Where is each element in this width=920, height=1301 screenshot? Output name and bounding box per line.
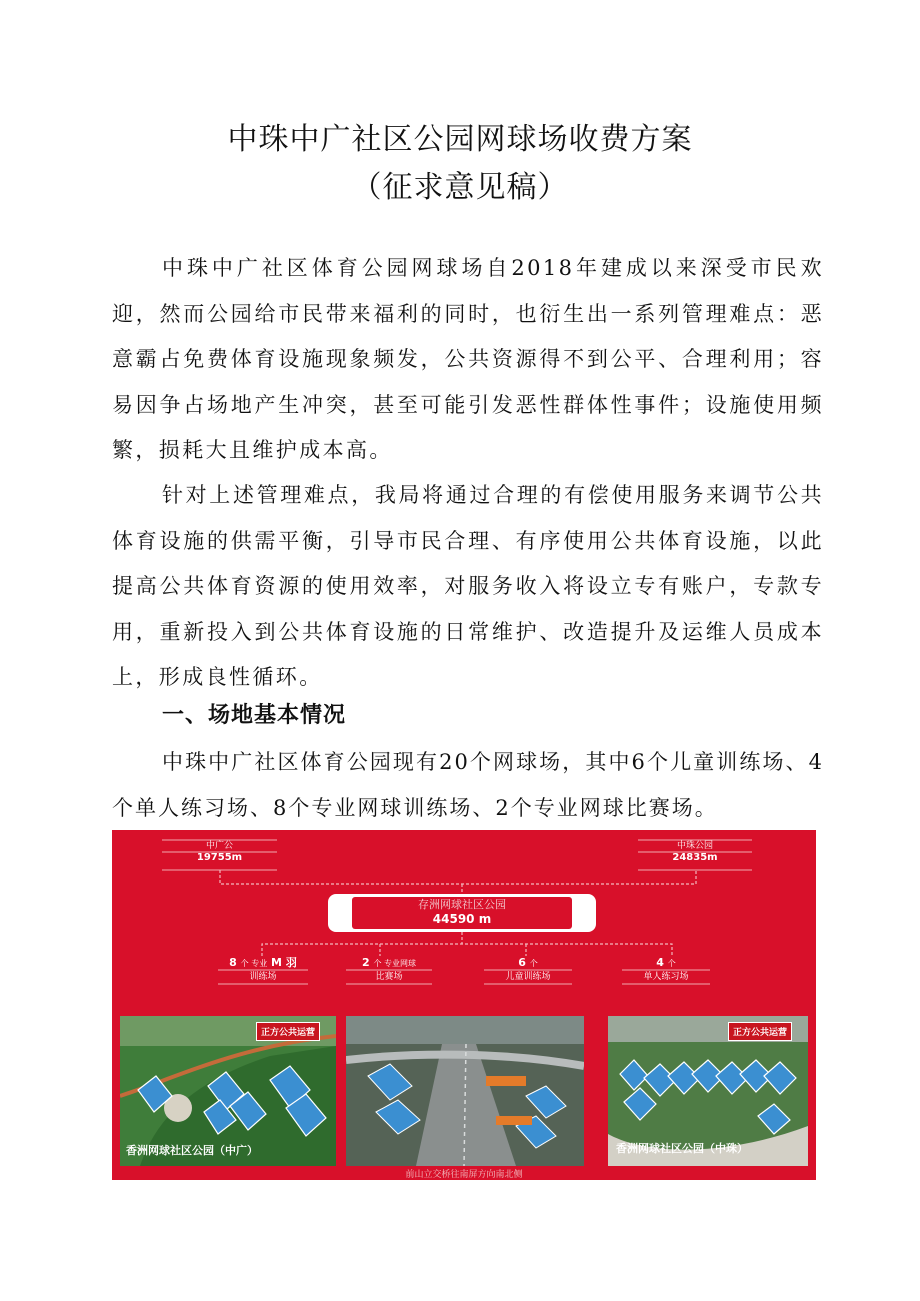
photo-caption-zhongguang: 香洲网球社区公园（中广） <box>126 1144 258 1157</box>
zhongzhu-park-name: 中珠公园 <box>676 841 713 851</box>
category-match-courts: 2 个 专业网球 比赛场 <box>361 956 417 982</box>
document-title: 中珠中广社区公园网球场收费方案 <box>227 122 693 157</box>
purpose-paragraph: 针对上述管理难点，我局将通过合理的有偿使用服务来调节公共体育设施的供需平衡，引导市民合理、有序使用公共体育设施，以此提高公共体育资源的使用效率，对服务收入将设立专有账户，专款专用，重新投入到公共体育设施的日常维护、改造提升及运维人员成本上，形成良性循环。 <box>112 483 824 690</box>
zhongguang-park-label <box>162 841 277 863</box>
aerial-photo-interchange <box>346 1016 584 1166</box>
site-overview-infographic <box>112 830 816 1180</box>
zhongguang-park-area: 19755m <box>196 852 243 863</box>
site-overview-paragraph: 中珠中广社区体育公园现有20个网球场，其中6个儿童训练场、4个单人练习场、8个专业网球训练场、2个专业网球比赛场。 <box>112 750 824 820</box>
document-subtitle: （征求意见稿） <box>351 170 569 205</box>
category-children-courts: 6 个 儿童训练场 <box>505 956 551 982</box>
intro-paragraph: 中珠中广社区体育公园网球场自2018年建成以来深受市民欢迎，然而公园给市民带来福利的同时，也衍生出一系列管理难点：恶意霸占免费体育设施现象频发，公共资源得不到公平、合理利用；容易因争占场地产生冲突，甚至可能引发恶性群体性事件；设施使用频繁，损耗大且维护成本高。 <box>112 256 824 463</box>
aerial-photo-zhongguang <box>120 1016 336 1166</box>
photo-caption-zhongzhu: 香洲网球社区公园（中珠） <box>616 1142 748 1155</box>
photo-location-caption: 前山立交桥往南屏方向南北侧 <box>405 1170 523 1180</box>
category-single-practice-courts: 4 个 单人练习场 <box>643 956 689 982</box>
center-park-area: 44590 m <box>432 912 492 926</box>
center-park-name: 存洲网球社区公园 <box>418 898 506 911</box>
aerial-photo-zhongzhu <box>608 1016 808 1166</box>
section-heading-site-overview: 一、场地基本情况 <box>162 703 347 728</box>
zhongzhu-park-label <box>638 841 752 863</box>
operator-badge-left: 正方公共运营 <box>256 1022 320 1041</box>
category-training-courts: 8 个 专业 M 羽 训练场 <box>229 956 297 982</box>
center-park-label <box>352 897 572 929</box>
zhongzhu-park-area: 24835m <box>672 852 718 863</box>
zhongguang-park-name: 中广公 <box>205 841 233 851</box>
operator-badge-right: 正方公共运营 <box>728 1022 792 1041</box>
